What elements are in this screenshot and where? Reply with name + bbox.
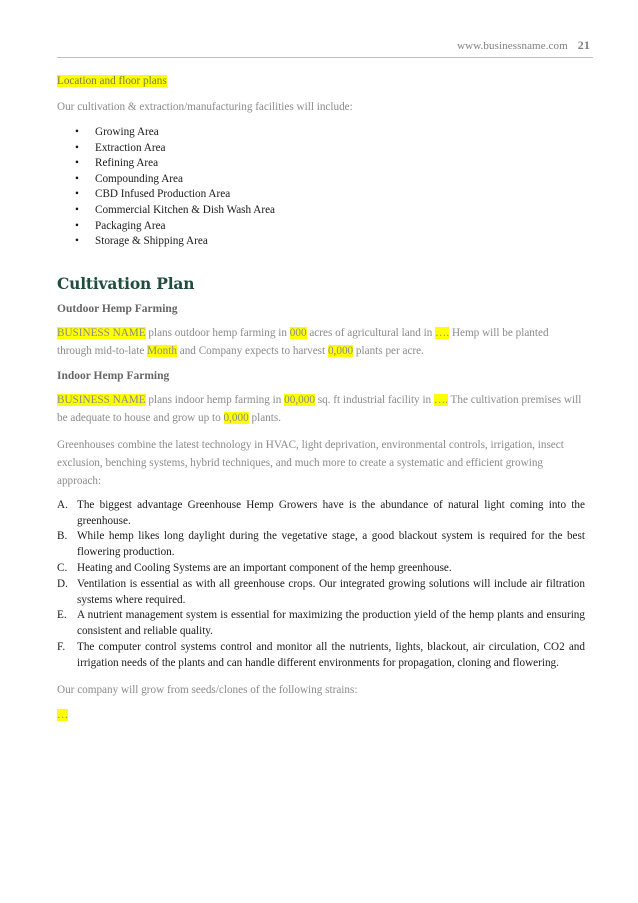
indoor-heading: Indoor Hemp Farming <box>57 369 170 382</box>
text-run: The cultivation premises will be adequate to house and grow up to <box>57 393 582 424</box>
text-run: plants. <box>248 411 282 424</box>
list-item <box>57 608 585 640</box>
text-run: and Company expects to harvest <box>176 344 328 357</box>
area-list <box>57 125 585 250</box>
business-name-placeholder: BUSINESS NAME <box>57 393 146 406</box>
list-item <box>57 561 585 577</box>
list-text: Heating and Cooling Systems are an important component of the hemp greenhouse. <box>77 561 452 574</box>
strains-intro: Our company will grow from seeds/clones of the following strains: <box>57 683 358 696</box>
business-name-placeholder: BUSINESS NAME <box>57 326 146 339</box>
list-item <box>57 529 585 561</box>
text-run: plans outdoor hemp farming in <box>145 326 290 339</box>
location-label-line <box>57 75 585 87</box>
location-placeholder: …. <box>433 393 448 406</box>
strains-placeholder: … <box>57 708 69 721</box>
sqft-placeholder: 00,000 <box>284 393 315 406</box>
month-placeholder: Month <box>147 344 177 357</box>
list-text: While hemp likes long daylight during the vegetative stage, a good blackout system is required for the best flowering production. <box>77 530 585 559</box>
location-label: Location and floor plans <box>57 75 167 87</box>
text-run: plants per acre. <box>353 344 424 357</box>
greenhouse-intro: Greenhouses combine the latest technology in HVAC, light deprivation, environmental controls, irrigation, insect exclusion, benching systems, hybrid techniques, and much more to create a systematic and efficient growing approach: <box>57 438 564 487</box>
page-number: 21 <box>577 38 590 52</box>
list-item: • Compounding Area <box>57 172 585 188</box>
plants-placeholder: 0,000 <box>327 344 354 357</box>
location-placeholder: …. <box>435 326 450 339</box>
greenhouse-points <box>57 498 585 672</box>
list-item: • Packaging Area <box>57 219 585 235</box>
list-text: The computer control systems control and monitor all the nutrients, lights, blackout, air circulation, CO2 and irrigation needs of the plants and can handle different environments for propagation, cloning and flowering. <box>77 640 585 669</box>
list-text: A nutrient management system is essential for maximizing the production yield of the hemp plants and ensuring consistent and reliable quality. <box>77 609 585 638</box>
location-intro: Our cultivation & extraction/manufacturing facilities will include: <box>57 101 353 113</box>
list-item <box>57 498 585 530</box>
page-content <box>57 75 585 721</box>
text-run: Hemp will be planted through mid-to-late <box>57 326 549 357</box>
text-run: plans indoor hemp farming in <box>145 393 285 406</box>
outdoor-paragraph <box>57 324 585 360</box>
list-marker: E. <box>57 609 67 622</box>
acres-placeholder: 000 <box>289 326 307 339</box>
list-text: Ventilation is essential as with all greenhouse crops. Our integrated growing solutions will include air filtration systems where required. <box>77 577 585 606</box>
list-text: The biggest advantage Greenhouse Hemp Growers have is the abundance of natural light coming into the greenhouse. <box>77 498 585 527</box>
indoor-paragraph <box>57 391 585 427</box>
text-run: acres of agricultural land in <box>306 326 436 339</box>
list-marker: B. <box>57 530 68 543</box>
list-item <box>57 577 585 609</box>
list-item: • Extraction Area <box>57 141 585 157</box>
list-item <box>57 640 585 672</box>
text-run: sq. ft industrial facility in <box>314 393 434 406</box>
page-header <box>457 38 590 53</box>
list-item: • CBD Infused Production Area <box>57 187 585 203</box>
header-rule <box>57 57 593 58</box>
list-item: • Storage & Shipping Area <box>57 234 585 250</box>
section-title: Cultivation Plan <box>57 273 195 293</box>
list-item: • Growing Area <box>57 125 585 141</box>
list-marker: A. <box>57 498 68 511</box>
outdoor-heading: Outdoor Hemp Farming <box>57 302 178 315</box>
header-site: www.businessname.com <box>457 40 568 52</box>
list-item: • Commercial Kitchen & Dish Wash Area <box>57 203 585 219</box>
list-item: • Refining Area <box>57 156 585 172</box>
list-marker: D. <box>57 577 68 590</box>
list-marker: C. <box>57 561 68 574</box>
plants-placeholder: 0,000 <box>223 411 249 424</box>
list-marker: F. <box>57 640 66 653</box>
